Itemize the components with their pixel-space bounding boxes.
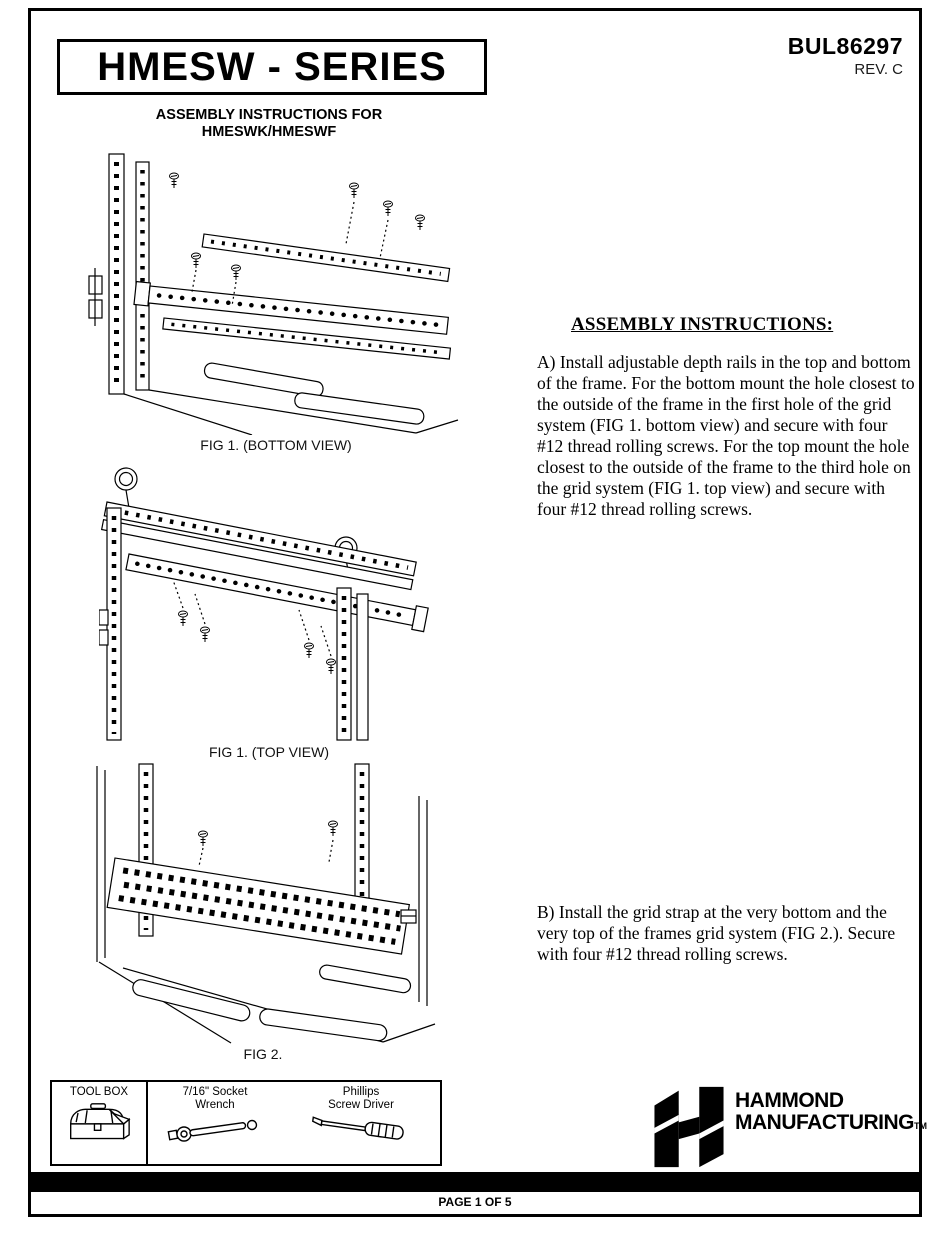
- tool-2-label: Phillips Screw Driver: [328, 1086, 394, 1111]
- hammond-logo-mark: [650, 1085, 728, 1169]
- toolbox-icon: [67, 1102, 131, 1144]
- page-number: PAGE 1 OF 5: [438, 1195, 512, 1209]
- instruction-step-a: A) Install adjustable depth rails in the top and bottom of the frame. For the bottom mount the hole closest to the outside of the frame in the first hole of the grid system (FIG 1. bottom view) and secure with four #12 thread rolling screws. For the top mount the hole closest to the outside of the frame to the third hole on the grid system (FIG 1. top view) and secure with four #12 thread rolling screws.: [537, 352, 915, 519]
- grid-strap-drawing: [83, 762, 443, 1044]
- screwdriver-icon: [309, 1115, 413, 1145]
- brand-name-line-1: HAMMOND: [735, 1089, 844, 1112]
- figure-1-top-view: [99, 462, 439, 760]
- tool-1-label: 7/16" Socket Wrench: [182, 1086, 248, 1111]
- series-title: HMESW - SERIES: [97, 44, 447, 89]
- assembly-instructions-block: [537, 314, 915, 520]
- brand-block: [650, 1085, 927, 1169]
- toolbox-cell: [148, 1082, 282, 1164]
- brand-name: [735, 1085, 927, 1137]
- bulletin-block: [788, 33, 903, 78]
- subtitle-line-2: HMESWK/HMESWF: [201, 124, 337, 140]
- document-subtitle: [57, 107, 481, 141]
- instructions-heading: ASSEMBLY INSTRUCTIONS:: [571, 314, 834, 335]
- revision-label: REV. C: [854, 61, 903, 78]
- figure-1-bottom-view: [86, 150, 466, 453]
- figure-2: [83, 762, 443, 1062]
- frame-top-view-drawing: [99, 462, 439, 742]
- brand-name-line-2: MANUFACTURINGTM: [735, 1111, 927, 1134]
- series-title-box: [57, 39, 487, 95]
- subtitle-line-1: ASSEMBLY INSTRUCTIONS FOR: [155, 107, 383, 123]
- instruction-step-b: B) Install the grid strap at the very bottom and the very top of the frames grid system (FIG 2.). Secure with four #12 thread rolling screws.: [537, 901, 896, 964]
- toolbox-legend: [50, 1080, 442, 1166]
- page-border-frame: [28, 8, 927, 1217]
- frame-bottom-view-drawing: [86, 150, 466, 435]
- figure-1-bottom-caption: FIG 1. (BOTTOM VIEW): [200, 437, 352, 453]
- bulletin-number: BUL86297: [787, 33, 903, 59]
- footer-divider-bar: [31, 1172, 919, 1192]
- socket-wrench-icon: [167, 1115, 263, 1149]
- figure-1-top-caption: FIG 1. (TOP VIEW): [208, 744, 330, 760]
- toolbox-title: TOOL BOX: [69, 1086, 129, 1098]
- toolbox-cell: [282, 1082, 440, 1164]
- toolbox-cell: [52, 1082, 148, 1164]
- trademark-symbol: TM: [913, 1121, 927, 1131]
- figure-2-caption: FIG 2.: [243, 1046, 283, 1062]
